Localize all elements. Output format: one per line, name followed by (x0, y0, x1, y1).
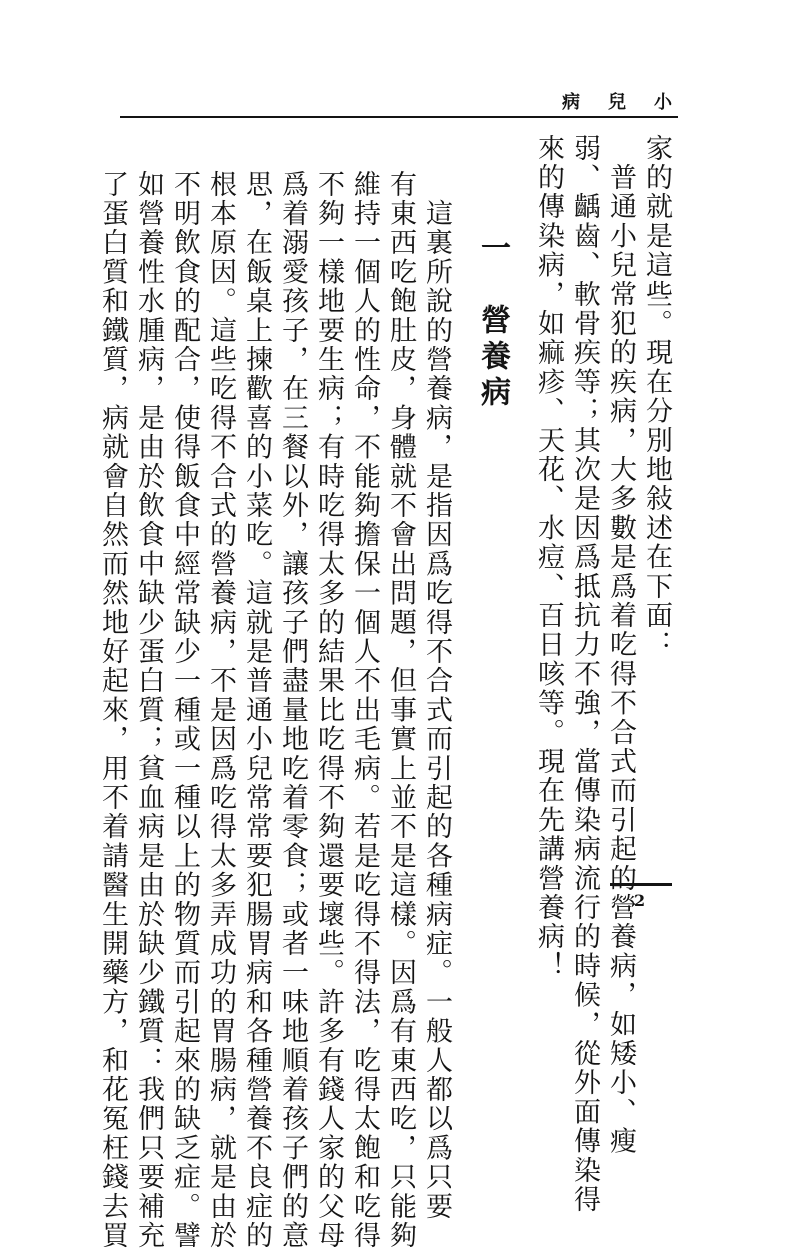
running-head (562, 88, 672, 114)
running-head-char: 小 (654, 92, 672, 113)
text-column: 來的傳染病，如痲疹、天花、水痘、百日咳等。現在先講營養病！ (533, 134, 564, 981)
footer-rule (610, 883, 672, 886)
header-rule (120, 116, 678, 118)
text-column: 普通小兒常犯的疾病，大多數是爲着吃得不合式而引起的營養病，如矮小、瘦 (605, 134, 636, 1156)
page-number: 2 (634, 891, 646, 910)
running-head-char: 病 (562, 92, 580, 113)
running-head-char: 兒 (608, 92, 626, 113)
text-column: 根本原因。這些吃得不合式的營養病，不是因爲吃得太多弄成功的胃腸病，就是由於 (205, 170, 236, 1250)
text-column: 爲着溺愛孩子，在三餐以外，讓孩子們盡量地吃着零食；或者一味地順着孩子們的意 (277, 170, 308, 1250)
text-column: 了蛋白質和鐵質，病就會自然而然地好起來，用不着請醫生開藥方，和花冤枉錢去買 (97, 170, 128, 1250)
section-title: 一 營養病 (475, 232, 510, 412)
text-column: 有東西吃飽肚皮，身體就不會出問題，但事實上並不是這樣。因爲有東西吃，只能夠 (385, 170, 416, 1250)
text-column: 思，在飯桌上揀歡喜的小菜吃。這就是普通小兒常常要犯腸胃病和各種營養不良症的 (241, 170, 272, 1250)
text-column: 維持一個人的性命，不能夠擔保一個人不出毛病。若是吃得不得法，吃得太飽和吃得 (349, 170, 380, 1250)
text-column: 這裏所說的營養病，是指因爲吃得不合式而引起的各種病症。一般人都以爲只要 (421, 170, 452, 1222)
text-column: 如營養性水腫病，是由於飲食中缺少蛋白質；貧血病是由於缺少鐵質：我們只要補充 (133, 170, 164, 1250)
text-column: 不明飲食的配合，使得飯食中經常缺少一種或一種以上的物質而引起來的缺乏症。譬 (169, 170, 200, 1250)
text-column: 弱、齲齒、軟骨疾等；其次是因爲抵抗力不強，當傳染病流行的時候，從外面傳染得 (569, 134, 600, 1215)
text-column: 不夠一樣地要生病；有時吃得太多的結果比吃得不夠還要壞些。許多有錢人家的父母 (313, 170, 344, 1250)
text-column: 家的就是這些。現在分別地敍述在下面： (641, 134, 672, 660)
